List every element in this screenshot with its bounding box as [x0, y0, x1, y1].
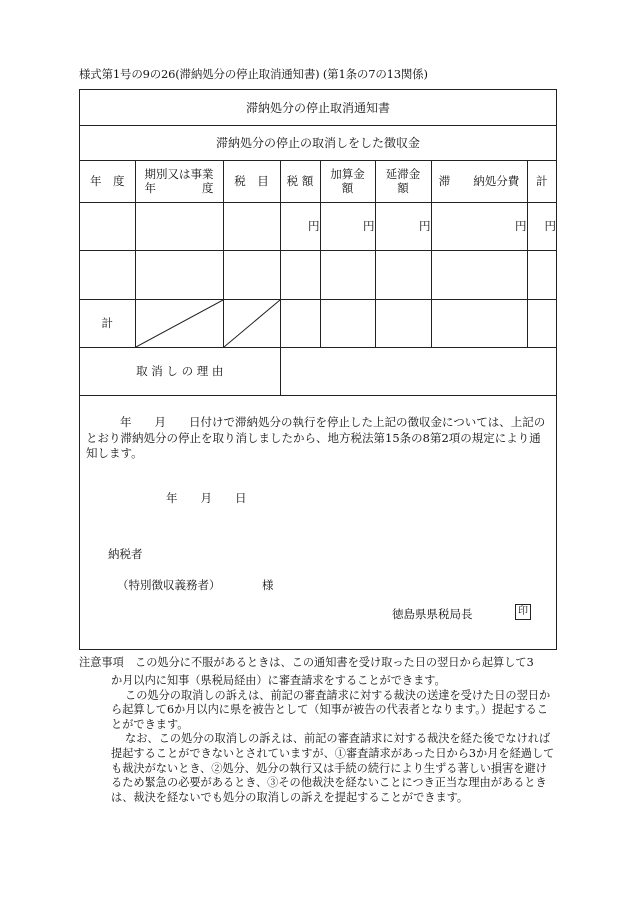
- total-label: 計: [80, 299, 135, 347]
- collection-table: [80, 160, 556, 396]
- total-delinquent: [375, 299, 431, 347]
- cell-disposal-cost: [431, 250, 527, 299]
- notes-first-line: この処分に不服があるときは、この通知書を受け取った日の翌日から起算して3: [135, 656, 534, 669]
- collection-subtitle-text: 滞納処分の停止の取消しをした徴収金: [215, 136, 420, 150]
- total-total: [527, 299, 556, 347]
- honorific: 様: [262, 578, 274, 592]
- header-additional: [320, 160, 375, 202]
- header-delinquent-line2: 額: [397, 180, 409, 195]
- table-row: [80, 250, 556, 299]
- header-disposal-cost: 滞 納処分費: [431, 160, 527, 202]
- total-period-void: [135, 299, 223, 347]
- notice-form: [79, 89, 557, 650]
- total-disposal-cost: [431, 299, 527, 347]
- reason-row: [80, 347, 556, 395]
- header-tax-amount: 税 額: [280, 160, 320, 202]
- header-year: 年 度: [80, 160, 135, 202]
- cell-year: [80, 202, 135, 250]
- cell-total: 円: [527, 202, 556, 250]
- taxpayer-label: 納税者: [108, 547, 143, 561]
- notice-title-text: 滞納処分の停止取消通知書: [245, 101, 390, 115]
- notes-paragraph-3: なお、この処分の取消しの訴えは、前記の審査請求に対する裁決を経た後でなければ提起することができないとされていますが、①審査請求があった日から3か月を経過しても裁決がないとき、②処分、処分の執行又は手続の続行により生ずる著しい損害を避けるため緊急の必要があるとき、③その他裁決を経ないことにつき正当な理由があるときは、裁決を経ないでも処分の取消しの訴えを提起することができます。: [111, 732, 555, 804]
- notice-date: 年 月 日: [166, 491, 247, 505]
- reason-value: [280, 347, 556, 395]
- cell-disposal-cost: 円: [431, 202, 527, 250]
- cell-additional: 円: [320, 202, 375, 250]
- notice-title: [80, 90, 556, 126]
- special-collector-label: （特別徴収義務者）: [117, 578, 221, 592]
- total-additional: [320, 299, 375, 347]
- cell-delinquent: [375, 250, 431, 299]
- diagonal-line: [224, 300, 280, 347]
- diagonal-line: [136, 300, 223, 347]
- header-additional-line2: 額: [341, 180, 354, 195]
- cell-delinquent: 円: [375, 202, 431, 250]
- header-period-line2: 年 度: [144, 180, 214, 195]
- cell-additional: [320, 250, 375, 299]
- header-tax-item: 税 目: [223, 160, 280, 202]
- cell-period: [135, 202, 223, 250]
- total-tax-item-void: [223, 299, 280, 347]
- seal-mark: 印: [515, 604, 531, 620]
- reason-label: 取 消 し の 理 由: [80, 347, 280, 395]
- table-row: [80, 202, 556, 250]
- cell-total: [527, 250, 556, 299]
- total-tax-amount: [280, 299, 320, 347]
- cell-tax-amount: [280, 250, 320, 299]
- collection-subtitle: [80, 125, 556, 161]
- issuer-name: 徳島県県税局長: [392, 607, 473, 621]
- form-number-label: 様式第1号の9の26(滞納処分の停止取消通知書) (第1条の7の13関係): [79, 67, 428, 81]
- cell-year: [80, 250, 135, 299]
- header-period: [135, 160, 223, 202]
- notice-paragraph: 年 月 日付けで滞納処分の執行を停止した上記の徴収金については、上記のとおり滞納処分の停止を取り消しましたから、地方税法第15条の8第2項の規定により通知します。: [86, 415, 546, 460]
- header-delinquent: [375, 160, 431, 202]
- table-header-row: [80, 160, 556, 202]
- notes-first-cont: か月以内に知事（県税局経由）に審査請求をすることができます。: [111, 674, 446, 687]
- header-total: 計: [527, 160, 556, 202]
- notes-heading: 注意事項: [79, 656, 124, 669]
- table-total-row: [80, 299, 556, 347]
- cell-tax-item: [223, 202, 280, 250]
- header-additional-line1: 加算金: [330, 166, 365, 181]
- notes-paragraph-2: この処分の取消しの訴えは、前記の審査請求に対する裁決の送達を受けた日の翌日から起算して6か月以内に県を被告として（知事が被告の代表者となります。）提起することができます。: [111, 688, 551, 731]
- cell-period: [135, 250, 223, 299]
- header-period-line1: 期別又は事業: [144, 166, 214, 181]
- cell-tax-amount: 円: [280, 202, 320, 250]
- notes-body: [111, 674, 557, 805]
- notice-body: [86, 415, 552, 462]
- header-delinquent-line1: 延滞金: [385, 166, 421, 181]
- cell-tax-item: [223, 250, 280, 299]
